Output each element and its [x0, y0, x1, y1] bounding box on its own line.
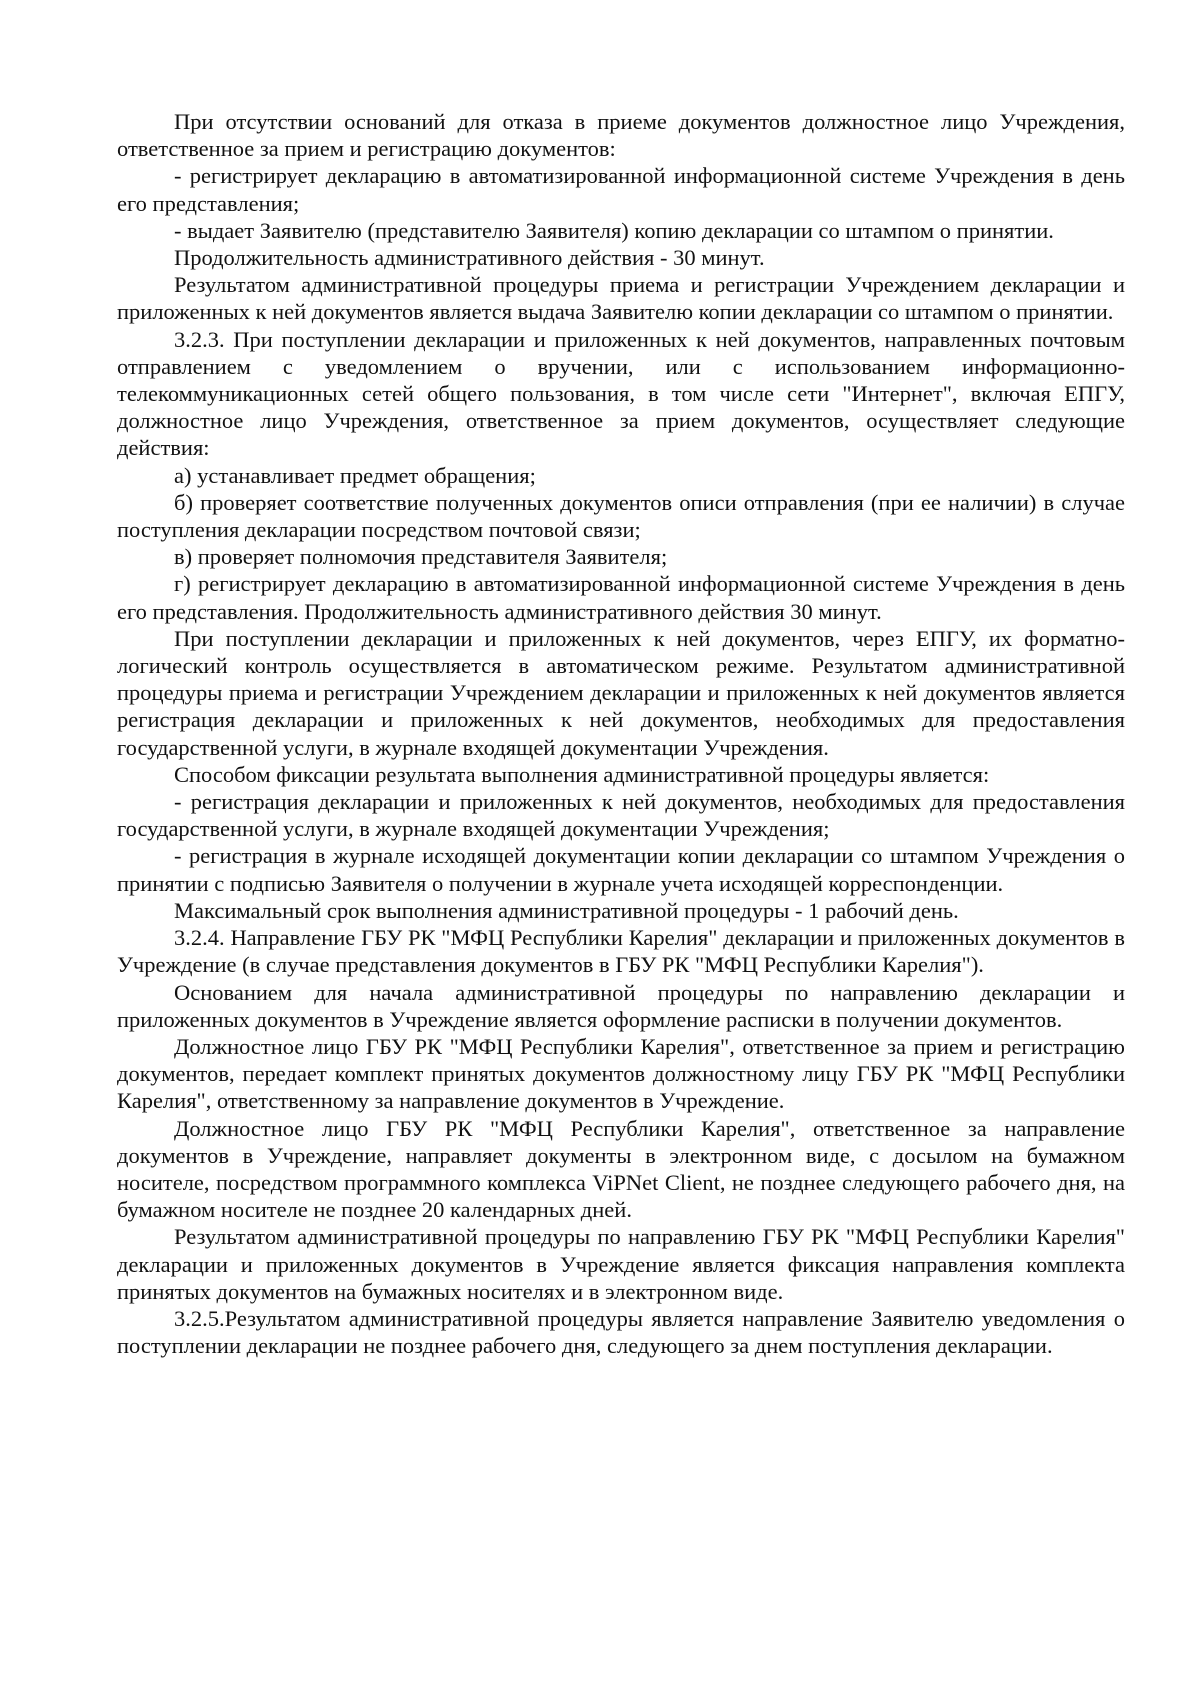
paragraph-2: - регистрирует декларацию в автоматизированной информационной системе Учреждения в день его представления;	[117, 163, 1125, 216]
paragraph-10: г) регистрирует декларацию в автоматизированной информационной системе Учреждения в день его представления. Продолжительность административного действия 30 минут.	[117, 571, 1125, 624]
paragraph-19: Должностное лицо ГБУ РК "МФЦ Республики Карелия", ответственное за направление документов в Учреждение, направляет документы в электронном виде, с досылом на бумажном носителе, посредством программного комплекса ViPNet Client, не позднее следующего рабочего дня, на бумажном носителе не позднее 20 календарных дней.	[117, 1115, 1125, 1223]
paragraph-3: - выдает Заявителю (представителю Заявителя) копию декларации со штампом о принятии.	[174, 217, 1054, 243]
paragraph-9: в) проверяет полномочия представителя Заявителя;	[174, 544, 668, 570]
paragraph-13: - регистрация декларации и приложенных к ней документов, необходимых для предоставления государственной услуги, в журнале входящей документации Учреждения;	[117, 789, 1125, 842]
paragraph-6: 3.2.3. При поступлении декларации и приложенных к ней документов, направленных почтовым отправлением с уведомлением о вручении, или с использованием информационно-телекоммуникационных сетей общего пользования, в том числе сети "Интернет", включая ЕПГУ, должностное лицо Учреждения, ответственное за прием документов, осуществляет следующие действия:	[117, 326, 1125, 461]
paragraph-18: Должностное лицо ГБУ РК "МФЦ Республики Карелия", ответственное за прием и регистрацию документов, передает комплект принятых документов должностному лицу ГБУ РК "МФЦ Республики Карелия", ответственному за направление документов в Учреждение.	[117, 1033, 1125, 1114]
paragraph-20: Результатом административной процедуры по направлению ГБУ РК "МФЦ Республики Карелия" декларации и приложенных документов в Учреждение является фиксация направления комплекта принятых документов на бумажных носителях и в электронном виде.	[117, 1224, 1125, 1304]
paragraph-4: Продолжительность административного действия - 30 минут.	[174, 245, 765, 271]
paragraph-17: Основанием для начала административной процедуры по направлению декларации и приложенных документов в Учреждение является оформление расписки в получении документов.	[117, 979, 1125, 1032]
paragraph-7: а) устанавливает предмет обращения;	[174, 462, 536, 488]
paragraph-15: Максимальный срок выполнения административной процедуры - 1 рабочий день.	[174, 897, 959, 923]
paragraph-5: Результатом административной процедуры приема и регистрации Учреждением декларации и приложенных к ней документов является выдача Заявителю копии декларации со штампом о принятии.	[117, 272, 1125, 325]
paragraph-16: 3.2.4. Направление ГБУ РК "МФЦ Республики Карелия" декларации и приложенных документов в Учреждение (в случае представления документов в ГБУ РК "МФЦ Республики Карелия").	[117, 925, 1125, 978]
document-page	[117, 108, 1125, 1359]
paragraph-12: Способом фиксации результата выполнения административной процедуры является:	[174, 761, 990, 787]
paragraph-21: 3.2.5.Результатом административной процедуры является направление Заявителю уведомления о поступлении декларации не позднее рабочего дня, следующего за днем поступления декларации.	[117, 1305, 1125, 1359]
paragraph-8: б) проверяет соответствие полученных документов описи отправления (при ее наличии) в случае поступления декларации посредством почтовой связи;	[117, 489, 1125, 543]
paragraph-1: При отсутствии оснований для отказа в приеме документов должностное лицо Учреждения, ответственное за прием и регистрацию документов:	[117, 109, 1125, 162]
paragraph-11: При поступлении декларации и приложенных к ней документов, через ЕПГУ, их форматно-логический контроль осуществляется в автоматическом режиме. Результатом административной процедуры приема и регистрации Учреждением декларации и приложенных к ней документов является регистрация декларации и приложенных к ней документов, необходимых для предоставления государственной услуги, в журнале входящей документации Учреждения.	[117, 625, 1125, 760]
paragraph-14: - регистрация в журнале исходящей документации копии декларации со штампом Учреждения о принятии с подписью Заявителя о получении в журнале учета исходящей корреспонденции.	[117, 843, 1125, 896]
